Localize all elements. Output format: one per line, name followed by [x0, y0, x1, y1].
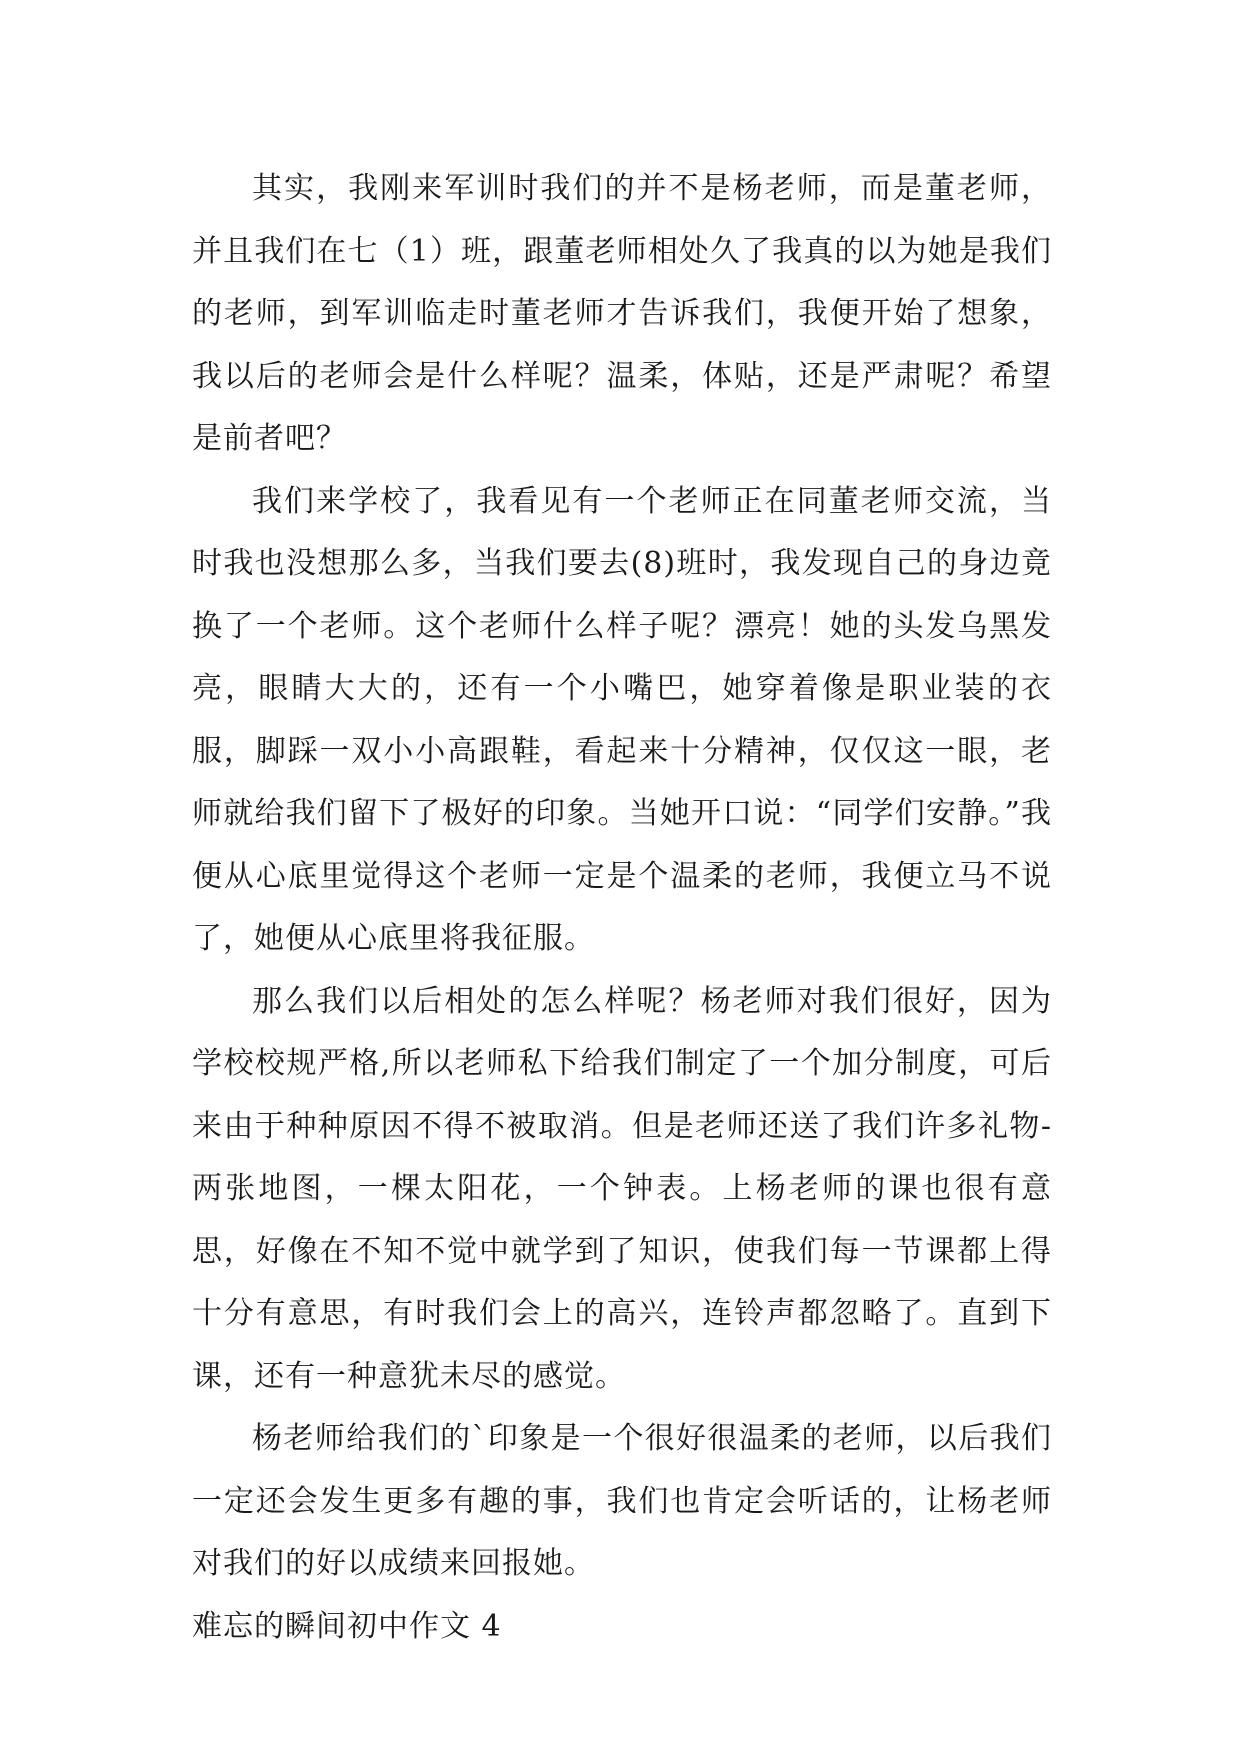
paragraph-1: 其实，我刚来军训时我们的并不是杨老师，而是董老师，并且我们在七（1）班，跟董老师相处久了我真的以为她是我们的老师，到军训临走时董老师才告诉我们，我便开始了想象，我以后的老师会是什么样呢？温柔，体贴，还是严肃呢？希望是前者吧？ — [192, 171, 1052, 456]
paragraph-2: 我们来学校了，我看见有一个老师正在同董老师交流，当时我也没想那么多，当我们要去(8)班时，我发现自己的身边竟换了一个老师。这个老师什么样子呢？漂亮！她的头发乌黑发亮，眼睛大大的，还有一个小嘴巴，她穿着像是职业装的衣服，脚踩一双小小高跟鞋，看起来十分精神，仅仅这一眼，老师就给我们留下了极好的印象。当她开口说：“同学们安静。”我便从心底里觉得这个老师一定是个温柔的老师，我便立马不说了，她便从心底里将我征服。 — [192, 483, 1052, 956]
document-body — [192, 158, 1052, 1658]
section-heading: 难忘的瞬间初中作文 4 — [192, 1608, 502, 1644]
paragraph-3: 那么我们以后相处的怎么样呢？杨老师对我们很好，因为学校校规严格,所以老师私下给我们制定了一个加分制度，可后来由于种种原因不得不被取消。但是老师还送了我们许多礼物-两张地图，一棵太阳花，一个钟表。上杨老师的课也很有意思，好像在不知不觉中就学到了知识，使我们每一节课都上得十分有意思，有时我们会上的高兴，连铃声都忽略了。直到下课，还有一种意犹未尽的感觉。 — [192, 983, 1052, 1394]
paragraph-4: 杨老师给我们的`印象是一个很好很温柔的老师，以后我们一定还会发生更多有趣的事，我们也肯定会听话的，让杨老师对我们的好以成绩来回报她。 — [192, 1421, 1052, 1581]
